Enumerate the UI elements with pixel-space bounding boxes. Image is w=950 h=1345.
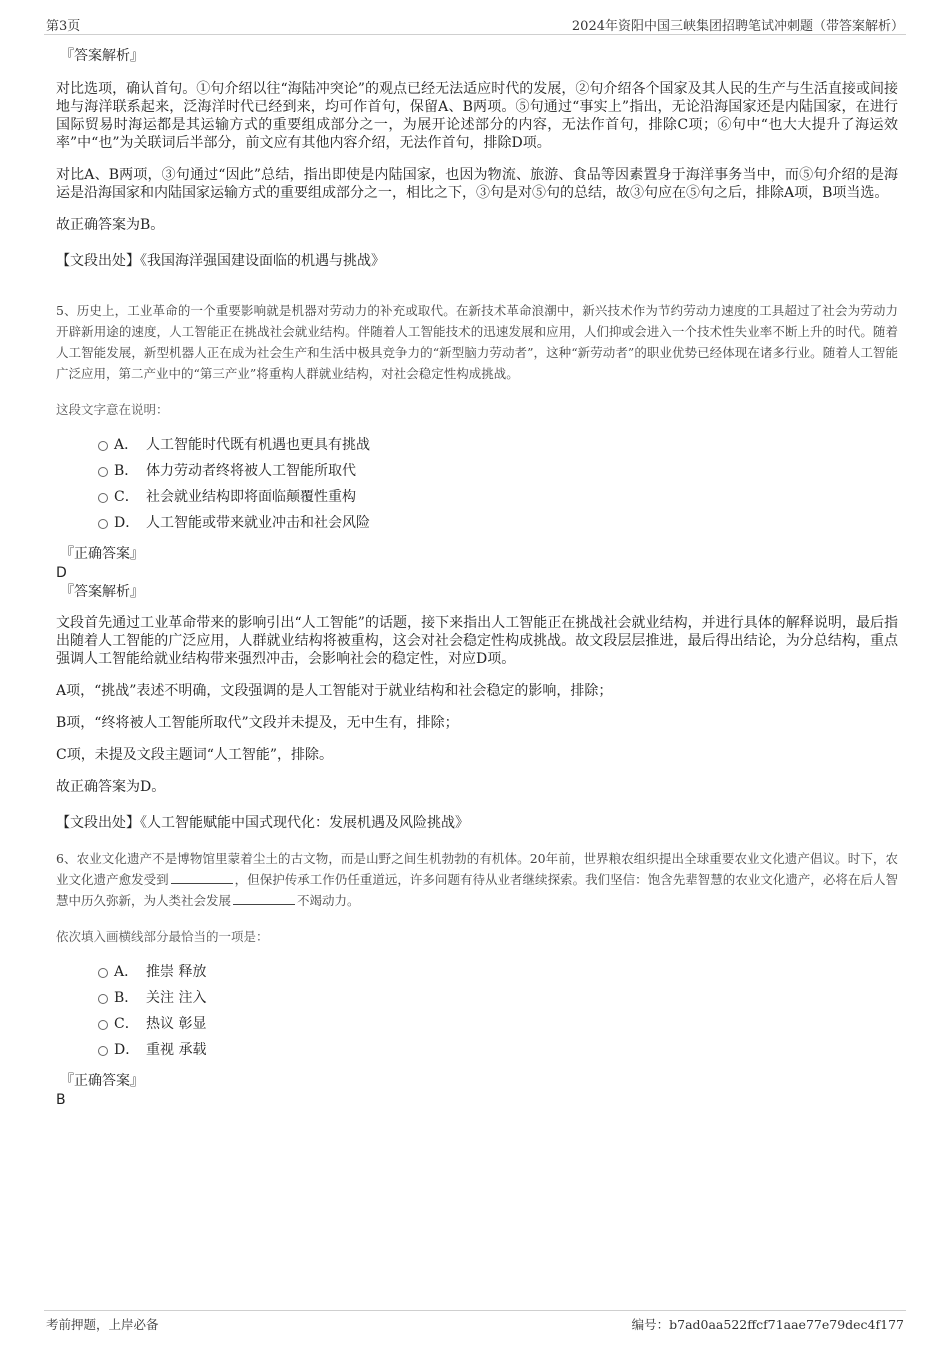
q4-analysis-paragraph-2: 对比A、B两项，③句通过“因此”总结，指出即使是内陆国家，也因为物流、旅游、食品等因素置身于海洋事务当中，而⑤句介绍的是海运是沿海国家和内陆国家运输方式的重要组成部分之一，相比之下，③句是对⑤句的总结，故③句应在⑤句之后，排除A项，B项当选。 xyxy=(56,167,898,201)
option-letter: A． xyxy=(114,437,139,453)
q5-conclusion: 故正确答案为D。 xyxy=(56,779,166,795)
option-letter: D． xyxy=(114,1042,140,1058)
q6-section xyxy=(56,848,898,1109)
q4-source: 【文段出处】《我国海洋强国建设面临的机遇与挑战》 xyxy=(56,253,385,269)
q5-analysis-option-c: C项，未提及文段主题词“人工智能”，排除。 xyxy=(56,747,334,763)
option-text: 关注 注入 xyxy=(146,990,207,1006)
option-letter: B． xyxy=(114,990,139,1006)
q5-options xyxy=(56,432,898,536)
q6-text-part-2: ，但保护传承工作仍任重道远，许多问题有待从业者继续探索。我们坚信：饱含先辈智慧的农业文化遗产，必将在后人智慧中历久弥新，为人类社会发展 xyxy=(56,872,898,908)
option-letter: C． xyxy=(114,1016,139,1032)
q6-option-a[interactable] xyxy=(56,959,898,985)
q6-answer-label: 『正确答案』 xyxy=(60,1073,144,1089)
radio-icon[interactable] xyxy=(98,1046,108,1056)
q6-option-b[interactable] xyxy=(56,985,898,1011)
page-content xyxy=(56,46,898,1109)
document-id: 编号：b7ad0aa522ffcf71aae77e79dec4f177 xyxy=(631,1317,904,1332)
option-letter: B． xyxy=(114,463,139,479)
option-letter: A． xyxy=(114,964,139,980)
option-text: 体力劳动者终将被人工智能所取代 xyxy=(146,463,356,479)
q6-option-c[interactable] xyxy=(56,1011,898,1037)
option-text: 热议 彰显 xyxy=(146,1016,207,1032)
q5-section xyxy=(56,300,898,832)
option-letter: D． xyxy=(114,515,140,531)
q6-option-d[interactable] xyxy=(56,1037,898,1063)
radio-icon[interactable] xyxy=(98,519,108,529)
q4-conclusion: 故正确答案为B。 xyxy=(56,217,165,233)
q5-option-b[interactable] xyxy=(56,458,898,484)
radio-icon[interactable] xyxy=(98,467,108,477)
fill-blank-1 xyxy=(171,871,233,884)
q5-analysis-paragraph-1: 文段首先通过工业革命带来的影响引出“人工智能”的话题，接下来指出人工智能正在挑战社会就业结构，并进行具体的解释说明，最后指出随着人工智能的广泛应用，人群就业结构将被重构，这会对社会稳定性构成挑战。故文段层层推进，最后得出结论，为分总结构，重点强调人工智能给就业结构带来强烈冲击，会影响社会的稳定性，对应D项。 xyxy=(56,615,898,667)
radio-icon[interactable] xyxy=(98,968,108,978)
q5-analysis-label: 『答案解析』 xyxy=(60,584,144,600)
q6-question-text xyxy=(56,848,898,911)
option-text: 重视 承载 xyxy=(146,1042,207,1058)
q4-analysis-paragraph-1: 对比选项，确认首句。①句介绍以往“海陆冲突论”的观点已经无法适应时代的发展，②句介绍各个国家及其人民的生产与生活直接或间接地与海洋联系起来，泛海洋时代已经到来，均可作首句，保留A、B两项。⑤句通过“事实上”指出，无论沿海国家还是内陆国家，在进行国际贸易时海运都是其运输方式的重要组成部分之一，为展开论述部分的内容，无法作首句，排除C项；⑥句中“也大大提升了海运效率”中“也”为关联词后半部分，前文应有其他内容介绍，无法作首句，排除D项。 xyxy=(56,81,898,151)
page-number: 第3页 xyxy=(46,19,81,34)
q4-analysis-label: 『答案解析』 xyxy=(60,48,144,64)
q4-section xyxy=(56,46,898,270)
radio-icon[interactable] xyxy=(98,493,108,503)
q5-option-d[interactable] xyxy=(56,510,898,536)
option-text: 人工智能或带来就业冲击和社会风险 xyxy=(146,515,370,531)
q6-options xyxy=(56,959,898,1063)
radio-icon[interactable] xyxy=(98,441,108,451)
page-footer xyxy=(44,1310,906,1335)
q6-prompt: 依次填入画横线部分最恰当的一项是： xyxy=(56,929,269,944)
q6-text-part-3: 不竭动力。 xyxy=(297,893,360,908)
radio-icon[interactable] xyxy=(98,994,108,1004)
q5-source: 【文段出处】《人工智能赋能中国式现代化：发展机遇及风险挑战》 xyxy=(56,815,469,831)
q5-analysis-option-b: B项，“终将被人工智能所取代”文段并未提及，无中生有，排除； xyxy=(56,715,459,731)
q5-option-a[interactable] xyxy=(56,432,898,458)
q5-prompt: 这段文字意在说明： xyxy=(56,402,169,417)
q5-question-text: 5、历史上，工业革命的一个重要影响就是机器对劳动力的补充或取代。在新技术革命浪潮中，新兴技术作为节约劳动力速度的工具超过了社会为劳动力开辟新用途的速度，人工智能正在挑战社会就业结构。伴随着人工智能技术的迅速发展和应用，人们抑或会进入一个技术性失业率不断上升的时代。随着人工智能发展，新型机器人正在成为社会生产和生活中极具竞争力的“新型脑力劳动者”，这种“新劳动者”的职业优势已经体现在诸多行业。随着人工智能广泛应用，第二产业中的“第三产业”将重构人群就业结构，对社会稳定性构成挑战。 xyxy=(56,303,898,381)
option-text: 推崇 释放 xyxy=(146,964,207,980)
option-text: 人工智能时代既有机遇也更具有挑战 xyxy=(146,437,370,453)
q6-text-part-1: 6、农业文化遗产不是博物馆里蒙着尘土的古文物，而是山野之间生机勃勃的有机体。20年前，世界粮农组织提出全球重要农业文化遗产倡议。时下，农业文化遗产愈发受到 xyxy=(56,851,898,887)
q5-analysis-option-a: A项，“挑战”表述不明确，文段强调的是人工智能对于就业结构和社会稳定的影响，排除； xyxy=(56,683,613,699)
document-title: 2024年资阳中国三峡集团招聘笔试冲刺题（带答案解析） xyxy=(571,19,904,34)
q5-option-c[interactable] xyxy=(56,484,898,510)
fill-blank-2 xyxy=(233,892,295,905)
option-text: 社会就业结构即将面临颠覆性重构 xyxy=(146,489,356,505)
q5-answer-label: 『正确答案』 xyxy=(60,546,144,562)
footer-slogan: 考前押题，上岸必备 xyxy=(46,1317,159,1332)
page-header xyxy=(44,14,906,35)
q5-answer: D xyxy=(56,565,67,581)
radio-icon[interactable] xyxy=(98,1020,108,1030)
q6-answer: B xyxy=(56,1092,66,1108)
option-letter: C． xyxy=(114,489,139,505)
